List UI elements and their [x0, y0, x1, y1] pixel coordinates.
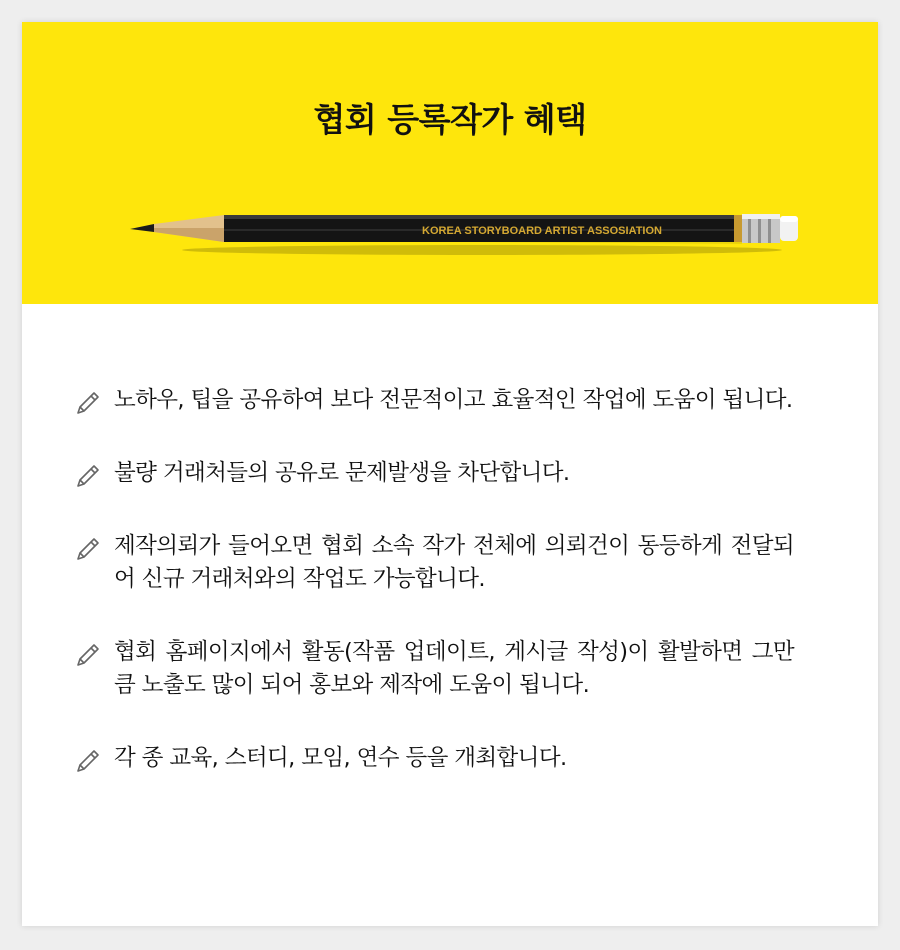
pencil-label: KOREA STORYBOARD ARTIST ASSOSIATION [422, 225, 662, 237]
pencil-icon [74, 535, 102, 563]
list-item [74, 457, 794, 490]
pencil-icon [74, 641, 102, 669]
pencil-icon [74, 747, 102, 775]
list-item [74, 742, 794, 775]
benefit-text: 불량 거래처들의 공유로 문제발생을 차단합니다. [114, 460, 570, 486]
page-title: 협회 등록작가 혜택 [313, 100, 587, 139]
list-item [74, 384, 794, 417]
header-banner [22, 22, 878, 304]
pencil-icon [74, 462, 102, 490]
benefit-text: 각 종 교육, 스터디, 모임, 연수 등을 개최합니다. [114, 745, 567, 771]
benefit-list [74, 384, 794, 815]
list-item [74, 530, 794, 596]
benefit-text: 노하우, 팁을 공유하여 보다 전문적이고 효율적인 작업에 도움이 됩니다. [114, 387, 793, 413]
pencil-illustration [102, 182, 802, 272]
list-item [74, 636, 794, 702]
pencil-icon [74, 389, 102, 417]
benefit-text: 협회 홈페이지에서 활동(작품 업데이트, 게시글 작성)이 활발하면 그만큼 노출도 많이 되어 홍보와 제작에 도움이 됩니다. [114, 639, 794, 698]
pencil-image [102, 182, 802, 272]
benefits-card [22, 22, 878, 926]
benefit-text: 제작의뢰가 들어오면 협회 소속 작가 전체에 의뢰건이 동등하게 전달되어 신규 거래처와의 작업도 가능합니다. [114, 533, 794, 592]
